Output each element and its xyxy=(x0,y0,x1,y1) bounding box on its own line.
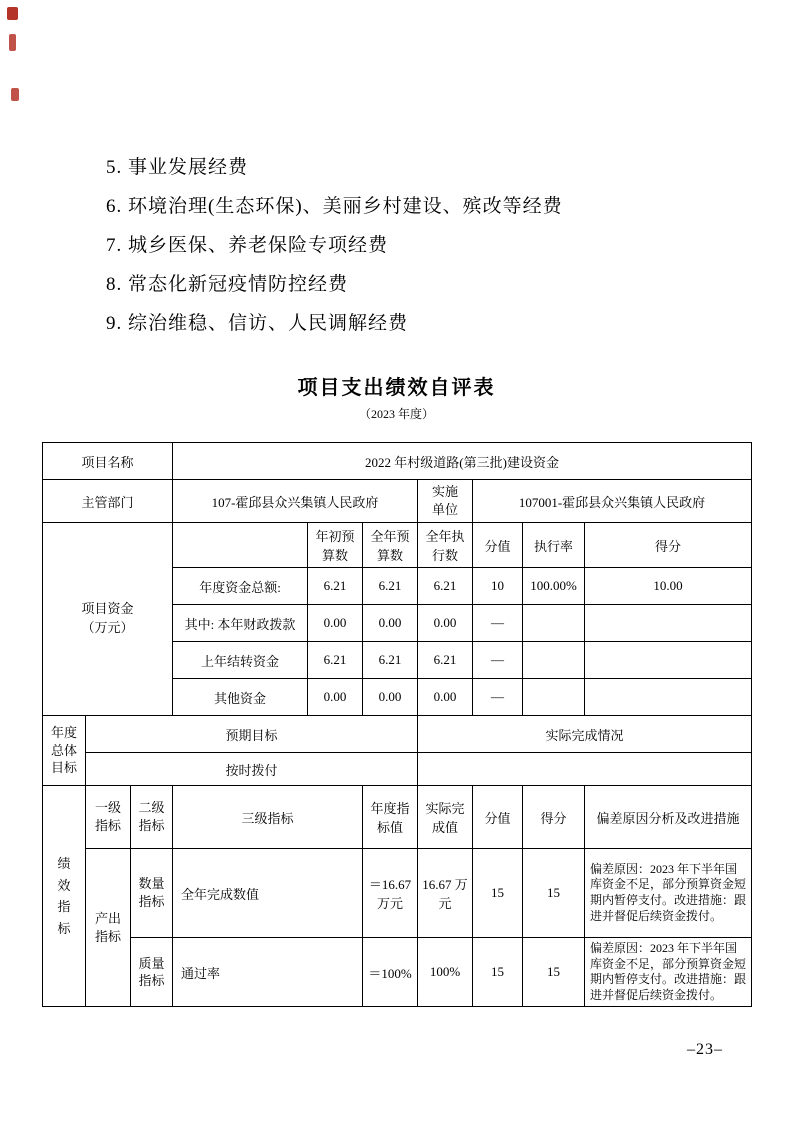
red-seal-artifact xyxy=(7,7,18,20)
fund-rate xyxy=(523,679,585,716)
perf-score: 15 xyxy=(523,849,585,938)
perf-weight: 15 xyxy=(473,938,523,1007)
perf-score: 15 xyxy=(523,938,585,1007)
list-item: 7. 城乡医保、养老保险专项经费 xyxy=(106,235,389,256)
fund-weight: 10 xyxy=(473,568,523,605)
fund-weight: — xyxy=(473,642,523,679)
fund-score: 10.00 xyxy=(585,568,752,605)
fund-row-label: 上年结转资金 xyxy=(173,642,308,679)
fund-exec: 0.00 xyxy=(418,605,473,642)
expense-list xyxy=(106,148,793,343)
actual-value: 16.67 万元 xyxy=(418,849,473,938)
fund-exec: 6.21 xyxy=(418,568,473,605)
target-value: ＝16.67 万元 xyxy=(363,849,418,938)
fund-exec: 0.00 xyxy=(418,679,473,716)
list-item: 9. 综治维稳、信访、人民调解经费 xyxy=(106,313,409,334)
header-actual-value: 实际完成值 xyxy=(418,786,473,849)
header-weight: 分值 xyxy=(473,523,523,568)
annual-goal-section-label-text: 年度总体目标 xyxy=(50,725,77,776)
fund-begin: 0.00 xyxy=(308,679,363,716)
fund-row-label: 其他资金 xyxy=(173,679,308,716)
performance-section-label xyxy=(43,786,86,1007)
header-score: 得分 xyxy=(585,523,752,568)
level2-value-text: 质量指标 xyxy=(138,955,165,989)
performance-section-label-text: 绩效指标 xyxy=(57,856,71,936)
header-year-budget: 全年预算数 xyxy=(363,523,418,568)
fund-rate xyxy=(523,605,585,642)
fund-begin: 6.21 xyxy=(308,642,363,679)
deviation-analysis: 偏差原因：2023 年下半年国库资金不足，部分预算资金短期内暂停支付。改进措施：跟进并督促后续资金拨付。 xyxy=(585,938,752,1007)
funds-section-label xyxy=(43,523,173,716)
table-subtitle: （2023 年度） xyxy=(358,407,434,421)
level2-value xyxy=(131,849,173,938)
red-seal-artifact xyxy=(9,34,16,51)
annual-goal-section-label xyxy=(43,716,86,786)
table-container xyxy=(0,442,793,1007)
fund-budget: 6.21 xyxy=(363,568,418,605)
header-year-exec: 全年执行数 xyxy=(418,523,473,568)
list-item: 5. 事业发展经费 xyxy=(106,157,249,178)
actual-value: 100% xyxy=(418,938,473,1007)
level1-value-text: 产出指标 xyxy=(94,911,121,944)
level3-value: 全年完成数值 xyxy=(173,849,363,938)
impl-unit-label-text: 实施单位 xyxy=(431,484,458,517)
page-number: –23– xyxy=(687,1041,723,1059)
perf-weight: 15 xyxy=(473,849,523,938)
expected-goal-header: 预期目标 xyxy=(86,716,418,753)
row-quantity-indicator xyxy=(43,849,752,938)
fund-score xyxy=(585,605,752,642)
dept-value: 107-霍邱县众兴集镇人民政府 xyxy=(173,480,418,523)
actual-completion-header: 实际完成情况 xyxy=(418,716,752,753)
fund-score xyxy=(585,679,752,716)
row-project-name xyxy=(43,443,752,480)
level2-value-text: 数量指标 xyxy=(138,876,165,909)
fund-budget: 0.00 xyxy=(363,679,418,716)
header-level3: 三级指标 xyxy=(173,786,363,849)
impl-unit-label xyxy=(418,480,473,523)
header-begin-budget: 年初预算数 xyxy=(308,523,363,568)
fund-row-label: 年度资金总额: xyxy=(173,568,308,605)
level1-value xyxy=(86,849,131,1007)
list-item: 6. 环境治理(生态环保)、美丽乡村建设、殡改等经费 xyxy=(106,196,563,217)
impl-unit-value: 107001-霍邱县众兴集镇人民政府 xyxy=(473,480,752,523)
header-level2 xyxy=(131,786,173,849)
header-perf-weight: 分值 xyxy=(473,786,523,849)
fund-budget: 0.00 xyxy=(363,605,418,642)
header-level1-text: 一级指标 xyxy=(94,800,121,833)
level2-value xyxy=(131,938,173,1007)
fund-rate: 100.00% xyxy=(523,568,585,605)
row-fund-headers xyxy=(43,523,752,568)
fund-weight: — xyxy=(473,605,523,642)
header-deviation: 偏差原因分析及改进措施 xyxy=(585,786,752,849)
fund-rate xyxy=(523,642,585,679)
funds-section-label-text: 项目资金（万元） xyxy=(81,601,134,635)
header-perf-score: 得分 xyxy=(523,786,585,849)
red-seal-artifact xyxy=(11,88,19,101)
fund-exec: 6.21 xyxy=(418,642,473,679)
project-name-label: 项目名称 xyxy=(43,443,173,480)
target-value: ＝100% xyxy=(363,938,418,1007)
fund-score xyxy=(585,642,752,679)
row-annual-goal-header xyxy=(43,716,752,753)
row-quality-indicator xyxy=(43,938,752,1007)
expected-goal-value: 按时拨付 xyxy=(86,753,418,786)
dept-label: 主管部门 xyxy=(43,480,173,523)
header-target-value: 年度指标值 xyxy=(363,786,418,849)
fund-weight: — xyxy=(473,679,523,716)
row-annual-goal-value xyxy=(43,753,752,786)
empty-cell xyxy=(173,523,308,568)
list-item: 8. 常态化新冠疫情防控经费 xyxy=(106,274,349,295)
header-level1 xyxy=(86,786,131,849)
row-performance-headers xyxy=(43,786,752,849)
level3-value: 通过率 xyxy=(173,938,363,1007)
self-evaluation-table xyxy=(42,442,752,1007)
row-department xyxy=(43,480,752,523)
actual-completion-value xyxy=(418,753,752,786)
header-level2-text: 二级指标 xyxy=(138,800,165,833)
fund-begin: 6.21 xyxy=(308,568,363,605)
table-title: 项目支出绩效自评表 xyxy=(297,377,496,399)
deviation-analysis: 偏差原因：2023 年下半年国库资金不足，部分预算资金短期内暂停支付。改进措施：跟进并督促后续资金拨付。 xyxy=(585,849,752,938)
header-exec-rate: 执行率 xyxy=(523,523,585,568)
project-name-value: 2022 年村级道路(第三批)建设资金 xyxy=(173,443,752,480)
fund-budget: 6.21 xyxy=(363,642,418,679)
fund-begin: 0.00 xyxy=(308,605,363,642)
fund-row-label: 其中: 本年财政拨款 xyxy=(173,605,308,642)
